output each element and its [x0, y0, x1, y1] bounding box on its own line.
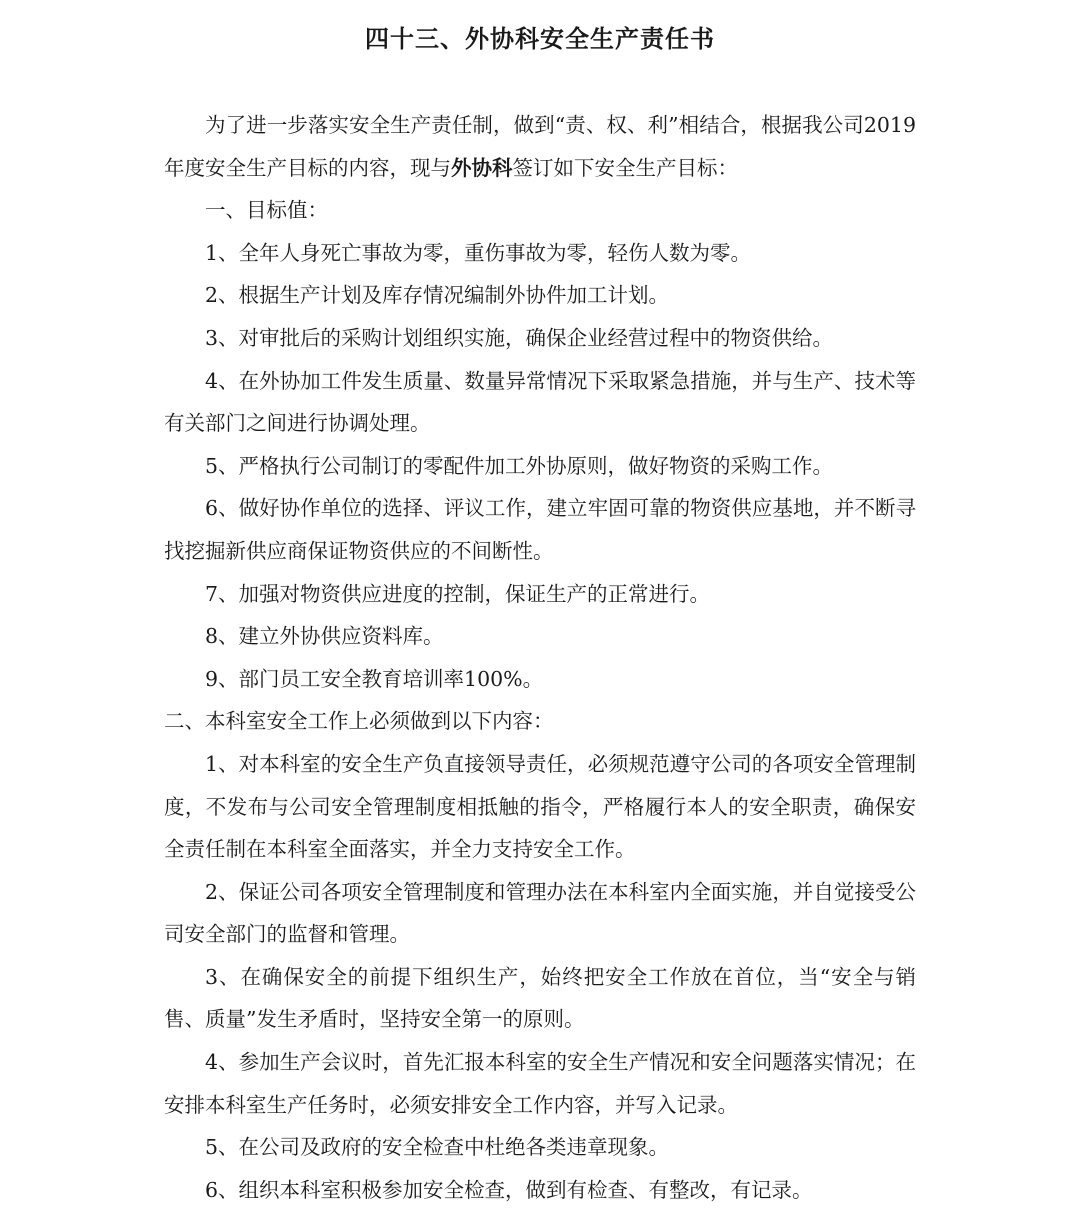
section1-item-9: 9、部门员工安全教育培训率100%。 [205, 666, 544, 691]
section2-item-3: 3、在确保安全的前提下组织生产，始终把安全工作放在首位，当“安全与销售、质量”发生矛盾时，坚持安全第一的原则。 [164, 964, 916, 1032]
section1-item-2: 2、根据生产计划及库存情况编制外协件加工计划。 [205, 283, 670, 308]
document-body [164, 104, 916, 1211]
section2-item-6: 6、组织本科室积极参加安全检查，做到有检查、有整改，有记录。 [205, 1177, 813, 1202]
section1-item-1: 1、全年人身死亡事故为零，重伤事故为零，轻伤人数为零。 [205, 240, 752, 265]
section2-item-5: 5、在公司及政府的安全检查中杜绝各类违章现象。 [205, 1135, 670, 1160]
section2-item-4: 4、参加生产会议时，首先汇报本科室的安全生产情况和安全问题落实情况；在安排本科室生产任务时，必须安排安全工作内容，并写入记录。 [164, 1050, 916, 1117]
intro-text-end: 签订如下安全生产目标： [512, 155, 738, 180]
section1-item-3: 3、对审批后的采购计划组织实施，确保企业经营过程中的物资供给。 [205, 325, 834, 350]
document-title: 四十三、外协科安全生产责任书 [365, 24, 715, 53]
intro-text-start: 为了进一步落实安全生产责任制，做到“责、权、利”相结合，根据我公司2019年度安全生产目标的内容，现与 [164, 113, 916, 180]
section1-item-4: 4、在外协加工件发生质量、数量异常情况下采取紧急措施，并与生产、技术等有关部门之间进行协调处理。 [164, 368, 916, 436]
intro-paragraph [164, 104, 916, 189]
section1-heading: 一、目标值： [205, 198, 328, 223]
department-name: 外协科 [451, 155, 513, 180]
section1-item-8: 8、建立外协供应资料库。 [205, 624, 444, 649]
section2-item-1: 1、对本科室的安全生产负直接领导责任，必须规范遵守公司的各项安全管理制度，不发布与公司安全管理制度相抵触的指令，严格履行本人的安全职责，确保安全责任制在本科室全面落实，并全力支持安全工作。 [164, 751, 916, 862]
section1-item-7: 7、加强对物资供应进度的控制，保证生产的正常进行。 [205, 581, 711, 606]
section2-heading: 二、本科室安全工作上必须做到以下内容： [164, 709, 554, 734]
section1-item-5: 5、严格执行公司制订的零配件加工外协原则，做好物资的采购工作。 [205, 453, 834, 478]
section2-item-2: 2、保证公司各项安全管理制度和管理办法在本科室内全面实施，并自觉接受公司安全部门的监督和管理。 [164, 879, 916, 947]
section1-item-6: 6、做好协作单位的选择、评议工作，建立牢固可靠的物资供应基地，并不断寻找挖掘新供应商保证物资供应的不间断性。 [164, 496, 916, 563]
